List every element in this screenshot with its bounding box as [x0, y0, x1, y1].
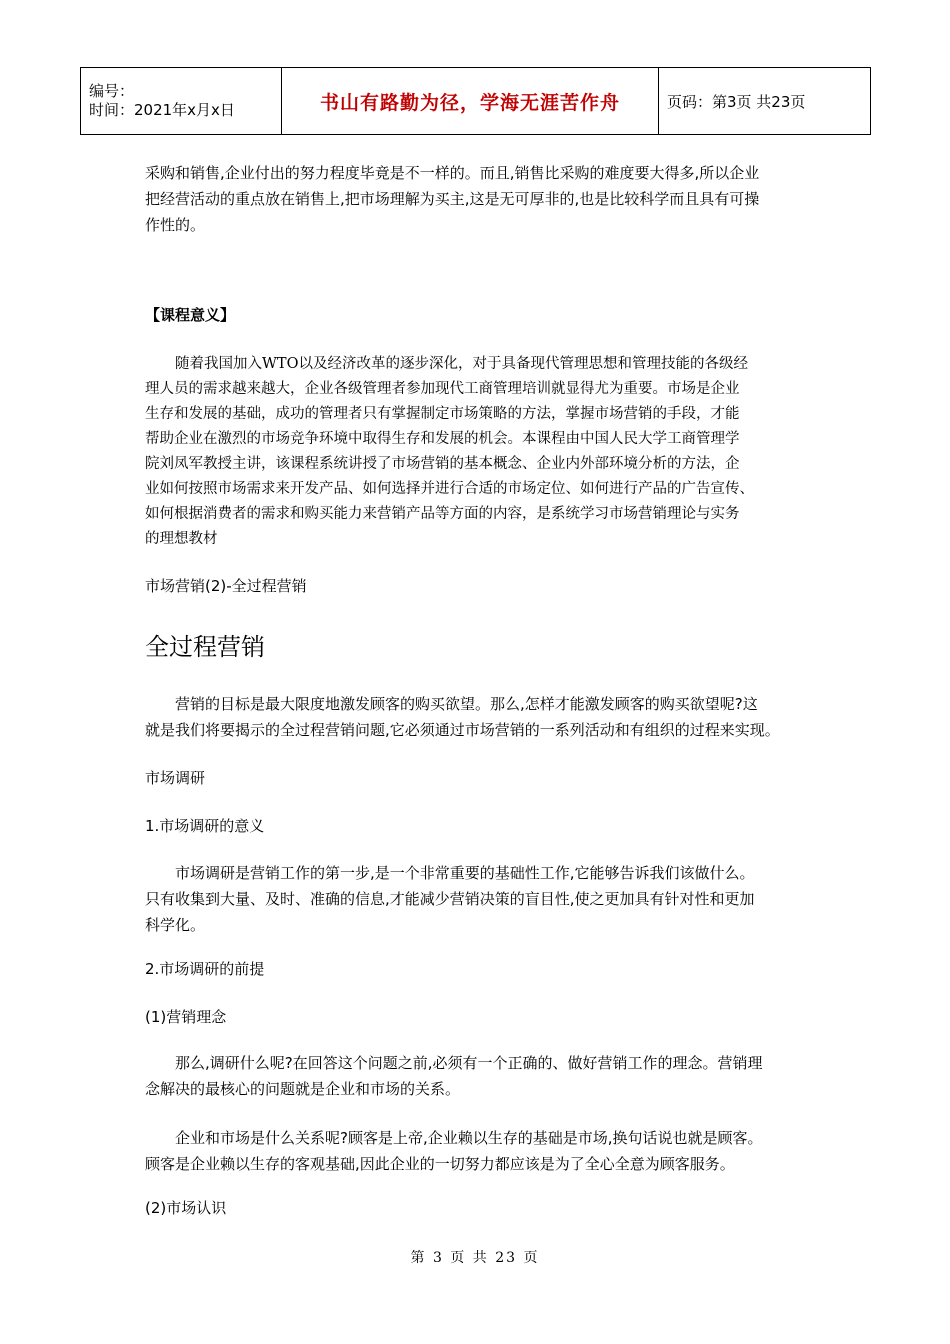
research-meaning-paragraph [145, 860, 805, 938]
continued-paragraph [145, 160, 805, 238]
paragraph-line: 顾客是企业赖以生存的客观基础,因此企业的一切努力都应该是为了全心全意为顾客服务。 [145, 1155, 735, 1173]
header-motto-cell [282, 68, 659, 135]
header-page-cell [659, 68, 871, 135]
paragraph-line: 如何根据消费者的需求和购买能力来营销产品等方面的内容，是系统学习市场营销理论与实务 [145, 506, 740, 522]
paragraph-line: 企业和市场是什么关系呢?顾客是上帝,企业赖以生存的基础是市场,换句话说也就是顾客。 [175, 1129, 763, 1147]
header-page-info: 页码：第3页 共23页 [667, 92, 806, 111]
paragraph-line: 随着我国加入WTO以及经济改革的逐步深化，对于具备现代管理思想和管理技能的各级经 [175, 356, 748, 372]
paragraph-line: 营销的目标是最大限度地激发顾客的购买欲望。那么,怎样才能激发顾客的购买欲望呢?这 [175, 695, 758, 713]
document-number-label: 编号： [89, 82, 135, 100]
paragraph-line: 院刘凤军教授主讲，该课程系统讲授了市场营销的基本概念、企业内外部环境分析的方法，企 [145, 456, 740, 472]
paragraph-line: 作性的。 [145, 216, 206, 234]
paragraph-line: 把经营活动的重点放在销售上,把市场理解为买主,这是无可厚非的,也是比较科学而且具有可操 [145, 190, 760, 208]
research-premise-heading: 2.市场调研的前提 [145, 960, 265, 978]
header-meta-cell [81, 68, 282, 135]
document-date-label: 时间：2021年x月x日 [89, 101, 235, 119]
course-significance-title: 【课程意义】 [145, 306, 236, 324]
page-heading: 全过程营销 [145, 633, 265, 661]
paragraph-line: 就是我们将要揭示的全过程营销问题,它必须通过市场营销的一系列活动和有组织的过程来实现。 [145, 721, 780, 739]
paragraph-line: 采购和销售,企业付出的努力程度毕竟是不一样的。而且,销售比采购的难度要大得多,所以企业 [145, 164, 760, 182]
paragraph-line: 只有收集到大量、及时、准确的信息,才能减少营销决策的盲目性,使之更加具有针对性和更加 [145, 890, 755, 908]
paragraph-line: 业如何按照市场需求来开发产品、如何选择并进行合适的市场定位、如何进行产品的广告宣传、 [145, 481, 754, 497]
paragraph-line: 的理想教材 [145, 531, 218, 547]
marketing-concept-paragraph-1 [145, 1050, 805, 1102]
paragraph-line: 市场调研是营销工作的第一步,是一个非常重要的基础性工作,它能够告诉我们该做什么。 [175, 864, 755, 882]
lecture-subtitle: 市场营销(2)-全过程营销 [145, 577, 307, 595]
page-footer: 第 3 页 共 23 页 [410, 1250, 540, 1266]
intro-paragraph [145, 691, 805, 743]
market-research-heading: 市场调研 [145, 769, 206, 787]
marketing-concept-heading: (1)营销理念 [145, 1008, 227, 1026]
document-header [80, 67, 871, 135]
marketing-concept-paragraph-2 [145, 1125, 805, 1177]
paragraph-line: 那么,调研什么呢?在回答这个问题之前,必须有一个正确的、做好营销工作的理念。营销理 [175, 1054, 763, 1072]
paragraph-line: 生存和发展的基础，成功的管理者只有掌握制定市场策略的方法，掌握市场营销的手段，才能 [145, 406, 740, 422]
market-awareness-heading: (2)市场认识 [145, 1199, 227, 1217]
research-meaning-heading: 1.市场调研的意义 [145, 817, 265, 835]
header-motto: 书山有路勤为径，学海无涯苦作舟 [319, 91, 620, 114]
paragraph-line: 科学化。 [145, 916, 206, 934]
paragraph-line: 念解决的最核心的问题就是企业和市场的关系。 [145, 1080, 461, 1098]
paragraph-line: 理人员的需求越来越大，企业各级管理者参加现代工商管理培训就显得尤为重要。市场是企业 [145, 381, 740, 397]
course-significance-paragraph [145, 352, 805, 552]
paragraph-line: 帮助企业在激烈的市场竞争环境中取得生存和发展的机会。本课程由中国人民大学工商管理学 [145, 431, 740, 447]
